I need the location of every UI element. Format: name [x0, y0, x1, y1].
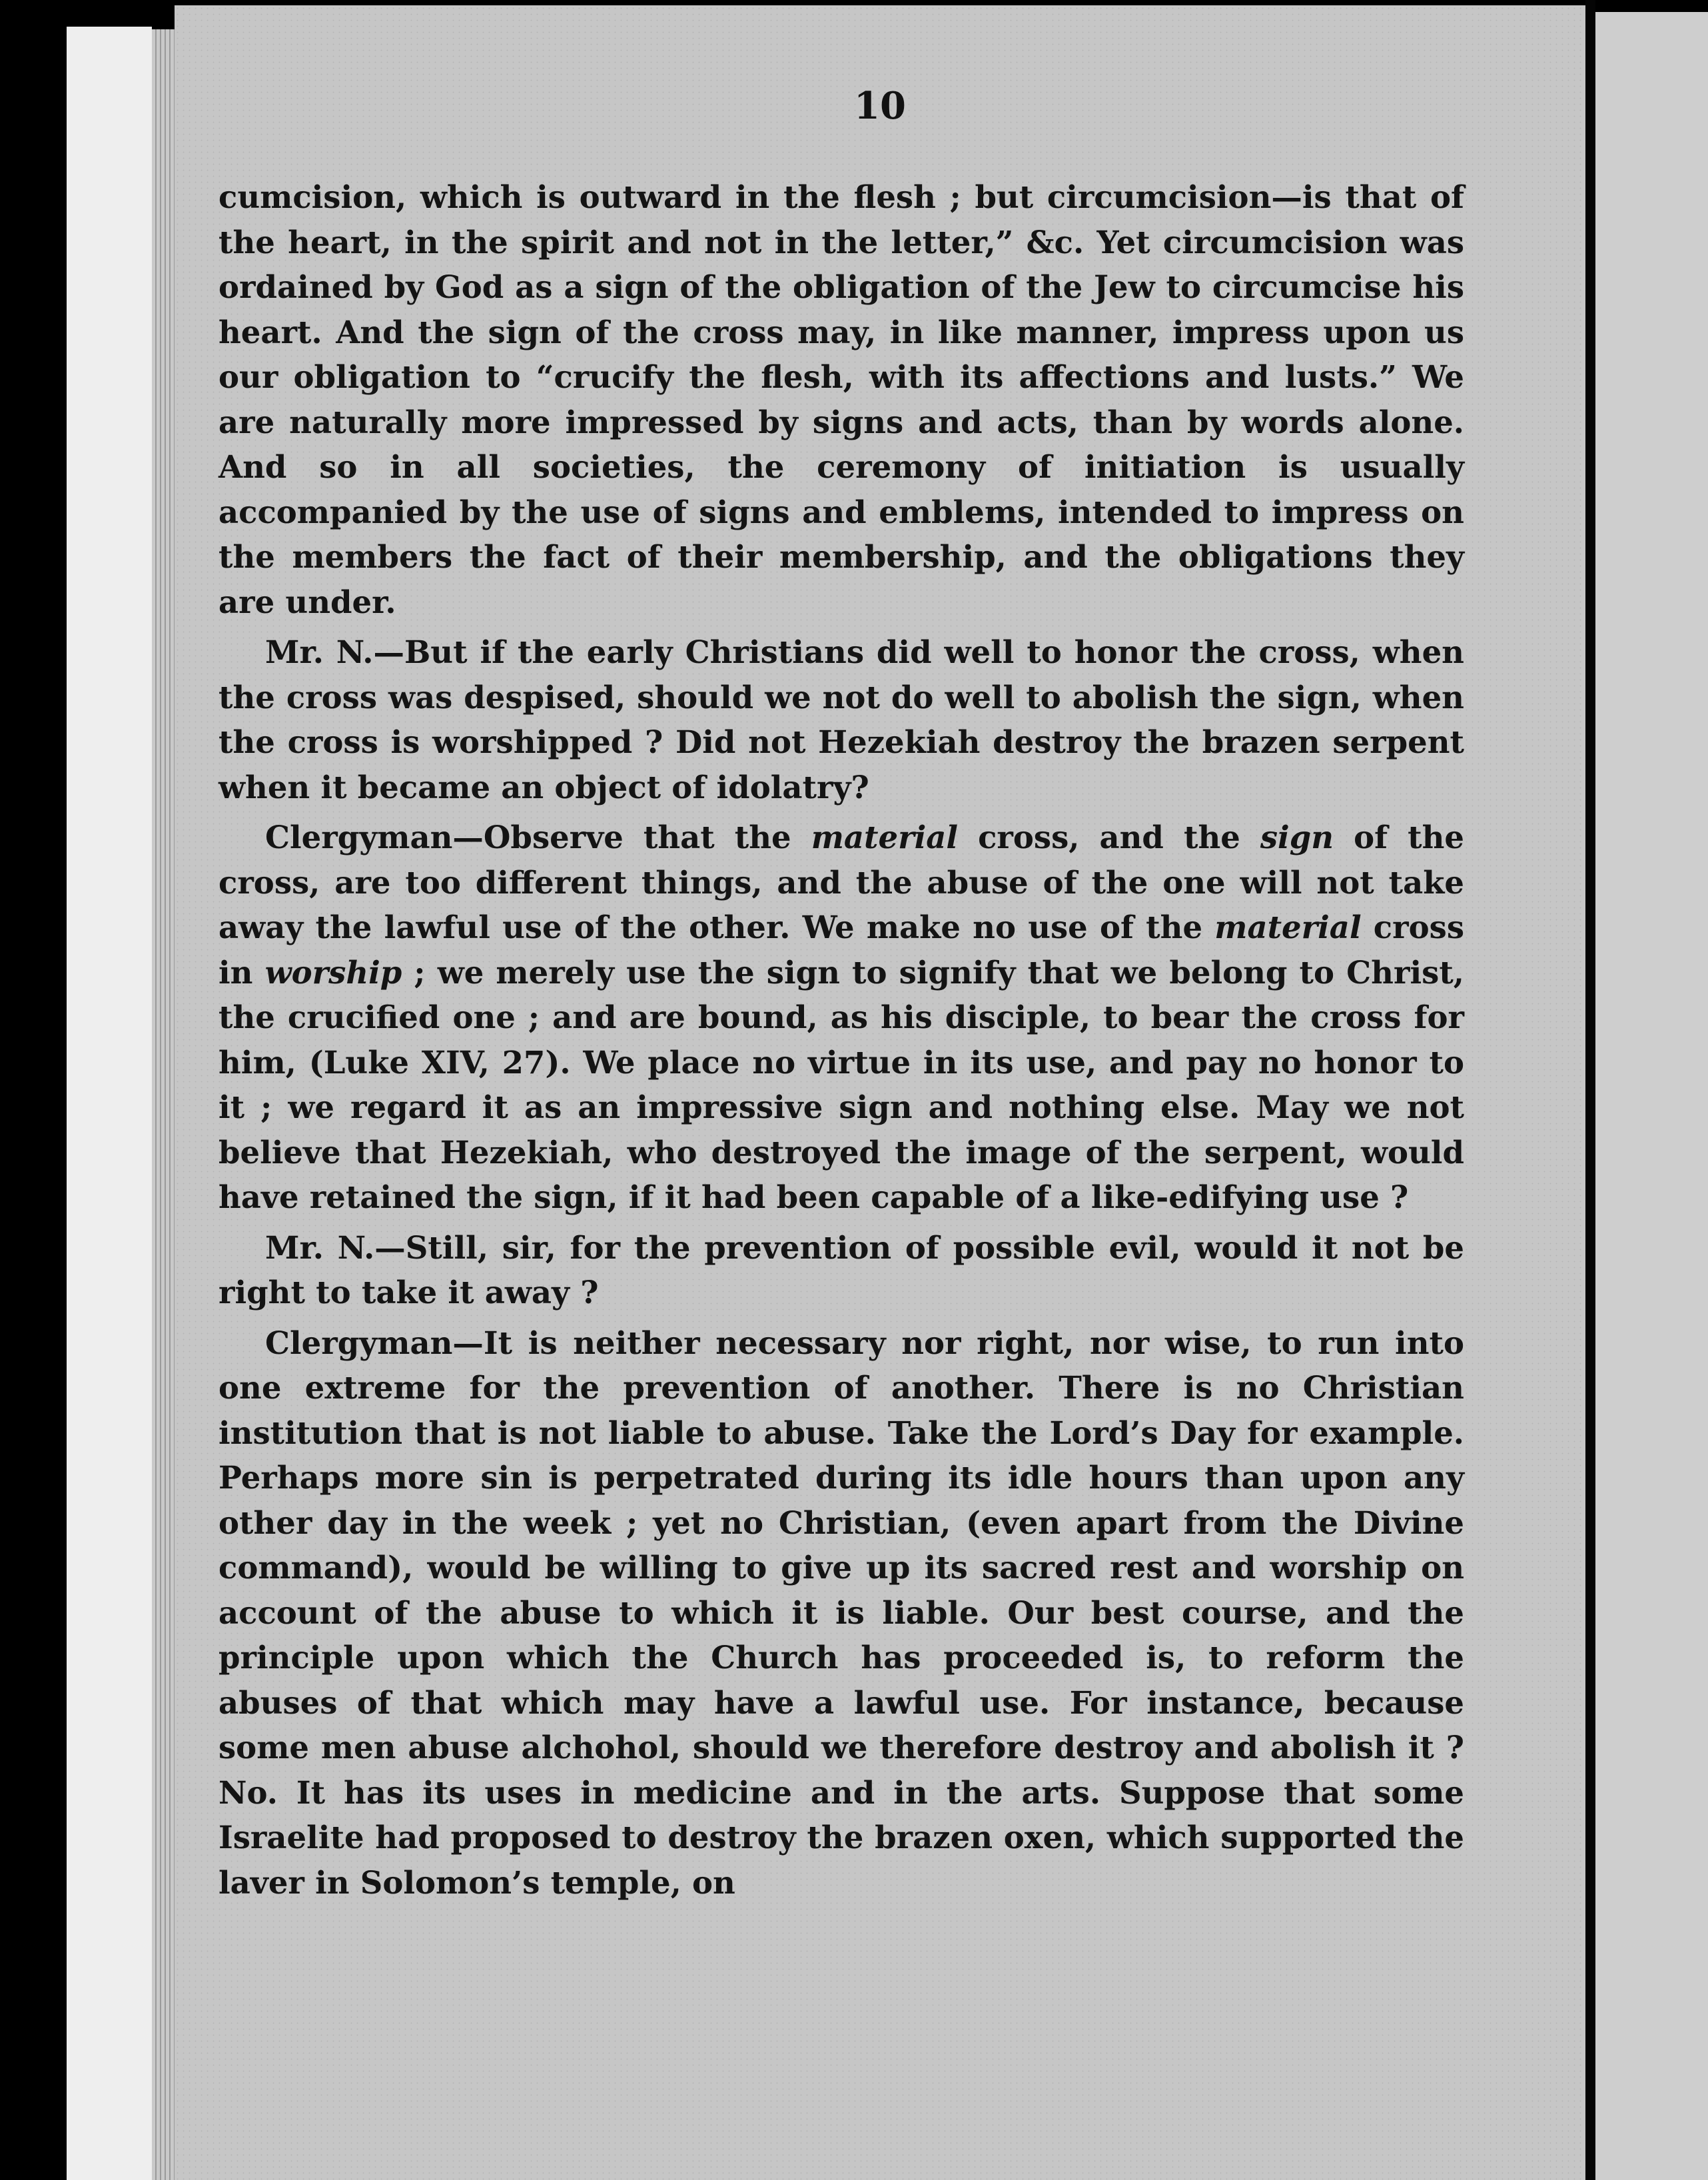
italic-text: material [1214, 909, 1362, 945]
text-segment: ; we merely use the sign to signify that we belong to Christ, the crucified one ; and are bound, as his disciple, to bear the cross for him, (Luke XIV, 27). We place no virtue in its use, and pay no honor to it ; we regard it as an impressive sign and nothing else. May we not believe that Hezekiah, who destroyed the image of the serpent, would have retained the sign, if it had been capable of a like-edifying use ? [218, 953, 1464, 1215]
paragraph-p1 [218, 175, 1464, 624]
text-segment: cross in [218, 909, 1464, 991]
italic-text: material [811, 819, 959, 855]
text-segment: cumcision, which is outward in the flesh ; but circumcision—is that of the heart, in the spirit and not in the letter,” &c. Yet circumcision was ordained by God as a sign of the obligation of the Jew to circumcise his heart. And the sign of the cross may, in like manner, impress upon us our obligation to “crucify the flesh, with its affections and lusts.” We are naturally more impressed by signs and acts, than by words alone. And so in all societies, the ceremony of initiation is usually accompanied by the use of signs and emblems, intended to impress on the members the fact of their membership, and the obligations they are under. [218, 179, 1464, 620]
facing-page [1595, 12, 1708, 2180]
text-segment: Mr. N.—Still, sir, for the prevention of possible evil, would it not be right to take it away ? [218, 1229, 1464, 1311]
book-gutter [1585, 0, 1595, 2180]
text-segment: Clergyman—Observe that the [265, 819, 811, 855]
italic-text: sign [1260, 819, 1334, 855]
paragraph-p5 [218, 1321, 1464, 1906]
paragraph-p4 [218, 1225, 1464, 1315]
adjacent-margin-strip [67, 27, 152, 2180]
page-number: 10 [854, 84, 906, 128]
paragraph-p3 [218, 815, 1464, 1220]
italic-text: worship [264, 953, 402, 991]
text-segment: Mr. N.—But if the early Christians did well to honor the cross, when the cross was despised, should we not do well to abolish the sign, when the cross is worshipped ? Did not Hezekiah destroy the brazen serpent when it became an object of idolatry? [218, 634, 1464, 806]
text-segment: Clergyman—It is neither necessary nor right, nor wise, to run into one extreme for the prevention of another. There is no Christian institution that is not liable to abuse. Take the Lord’s Day for example. Perhaps more sin is perpetrated during its idle hours than upon any other day in the week ; yet no Christian, (even apart from the Divine command), would be willing to give up its sacred rest and worship on account of the abuse to which it is liable. Our best course, and the principle upon which the Church has proceeded is, to reform the abuses of that which may have a lawful use. For instance, because some men abuse alchohol, should we therefore destroy and abolish it ? No. It has its uses in medicine and in the arts. Suppose that some Israelite had proposed to destroy the brazen oxen, which supported the laver in Solomon’s temple, on [218, 1324, 1464, 1901]
paragraph-p2 [218, 630, 1464, 810]
page-body-text [218, 175, 1464, 1910]
text-segment: cross, and the [958, 819, 1260, 855]
text-segment: of the cross, are too different things, and the abuse of the one will not take away the lawful use of the other. We make no use of the [218, 819, 1464, 945]
